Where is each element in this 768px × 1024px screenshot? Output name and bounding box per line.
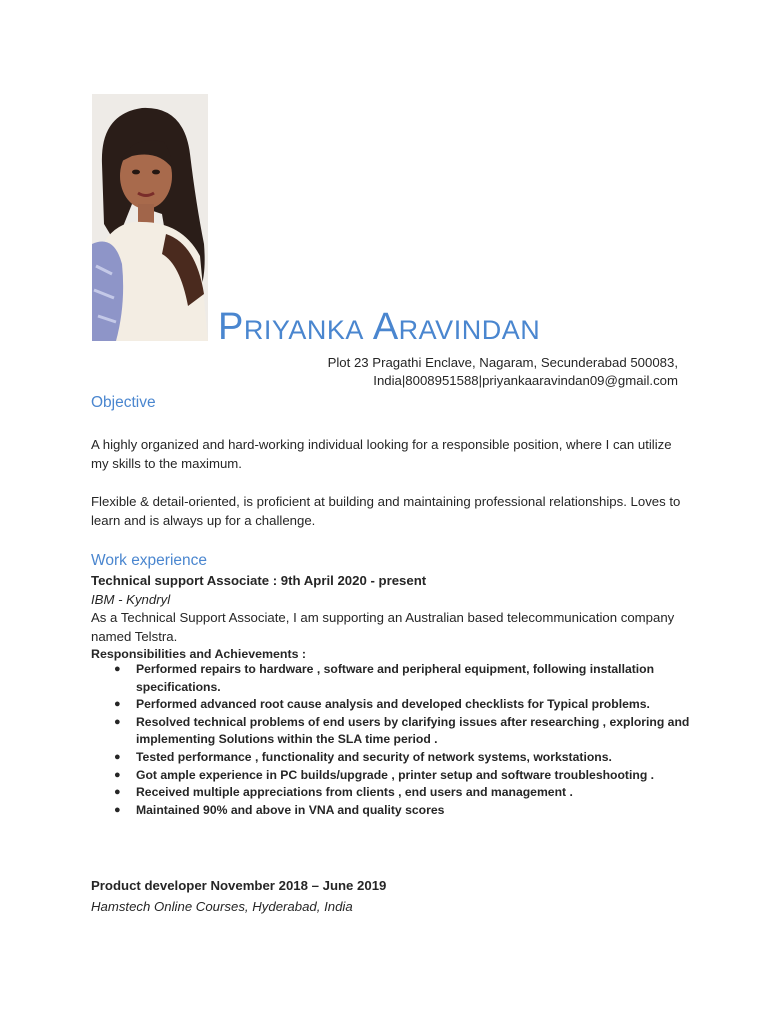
- objective-paragraph-2: Flexible & detail-oriented, is proficient at building and maintaining professional relationships. Loves to learn and is always up for a challenge.: [91, 494, 681, 528]
- list-item: ● Tested performance , functionality and security of network systems, workstations.: [114, 749, 694, 767]
- list-item: ● Maintained 90% and above in VNA and quality scores: [114, 802, 694, 820]
- list-item: ● Performed repairs to hardware , software and peripheral equipment, following installation specifications.: [114, 662, 655, 694]
- bullet-icon: ●: [114, 786, 121, 799]
- objective-paragraph-1: A highly organized and hard-working individual looking for a responsible position, where I can utilize my skills to the maximum.: [91, 437, 672, 471]
- bullet-icon: ●: [114, 698, 121, 711]
- objective-heading: Objective: [91, 394, 156, 411]
- list-item: ● Got ample experience in PC builds/upgrade , printer setup and software troubleshooting .: [114, 767, 694, 785]
- work-experience-heading: Work experience: [91, 552, 208, 569]
- list-item: ● Received multiple appreciations from clients , end users and management .: [114, 784, 694, 802]
- contact-line: India|8008951588|priyankaaravindan09@gmail.com: [373, 373, 678, 388]
- responsibilities-heading: Responsibilities and Achievements :: [91, 647, 307, 661]
- job-1-description: As a Technical Support Associate, I am supporting an Australian based telecommunication company named Telstra.: [91, 610, 675, 644]
- responsibilities-list: [114, 661, 694, 819]
- portrait-illustration: [92, 94, 208, 341]
- profile-photo: [92, 94, 208, 341]
- bullet-icon: ●: [114, 663, 121, 675]
- bullet-icon: ●: [114, 768, 121, 781]
- bullet-icon: ●: [114, 803, 121, 816]
- candidate-name: Priyanka Aravindan: [218, 306, 541, 348]
- job-2-title: Product developer November 2018 – June 2019: [91, 878, 387, 893]
- list-item: ● Performed advanced root cause analysis and developed checklists for Typical problems.: [114, 696, 694, 714]
- address-line-1: Plot 23 Pragathi Enclave, Nagaram, Secunderabad 500083,: [327, 355, 678, 370]
- bullet-icon: ●: [114, 750, 121, 763]
- job-2-company: Hamstech Online Courses, Hyderabad, India: [91, 899, 353, 914]
- list-item: ● Resolved technical problems of end users by clarifying issues after researching , exploring and implementing Solutions within the SLA time period .: [114, 714, 690, 747]
- job-1-company: IBM - Kyndryl: [91, 592, 171, 607]
- bullet-icon: ●: [114, 715, 121, 728]
- job-1-title: Technical support Associate : 9th April 2020 - present: [91, 573, 427, 588]
